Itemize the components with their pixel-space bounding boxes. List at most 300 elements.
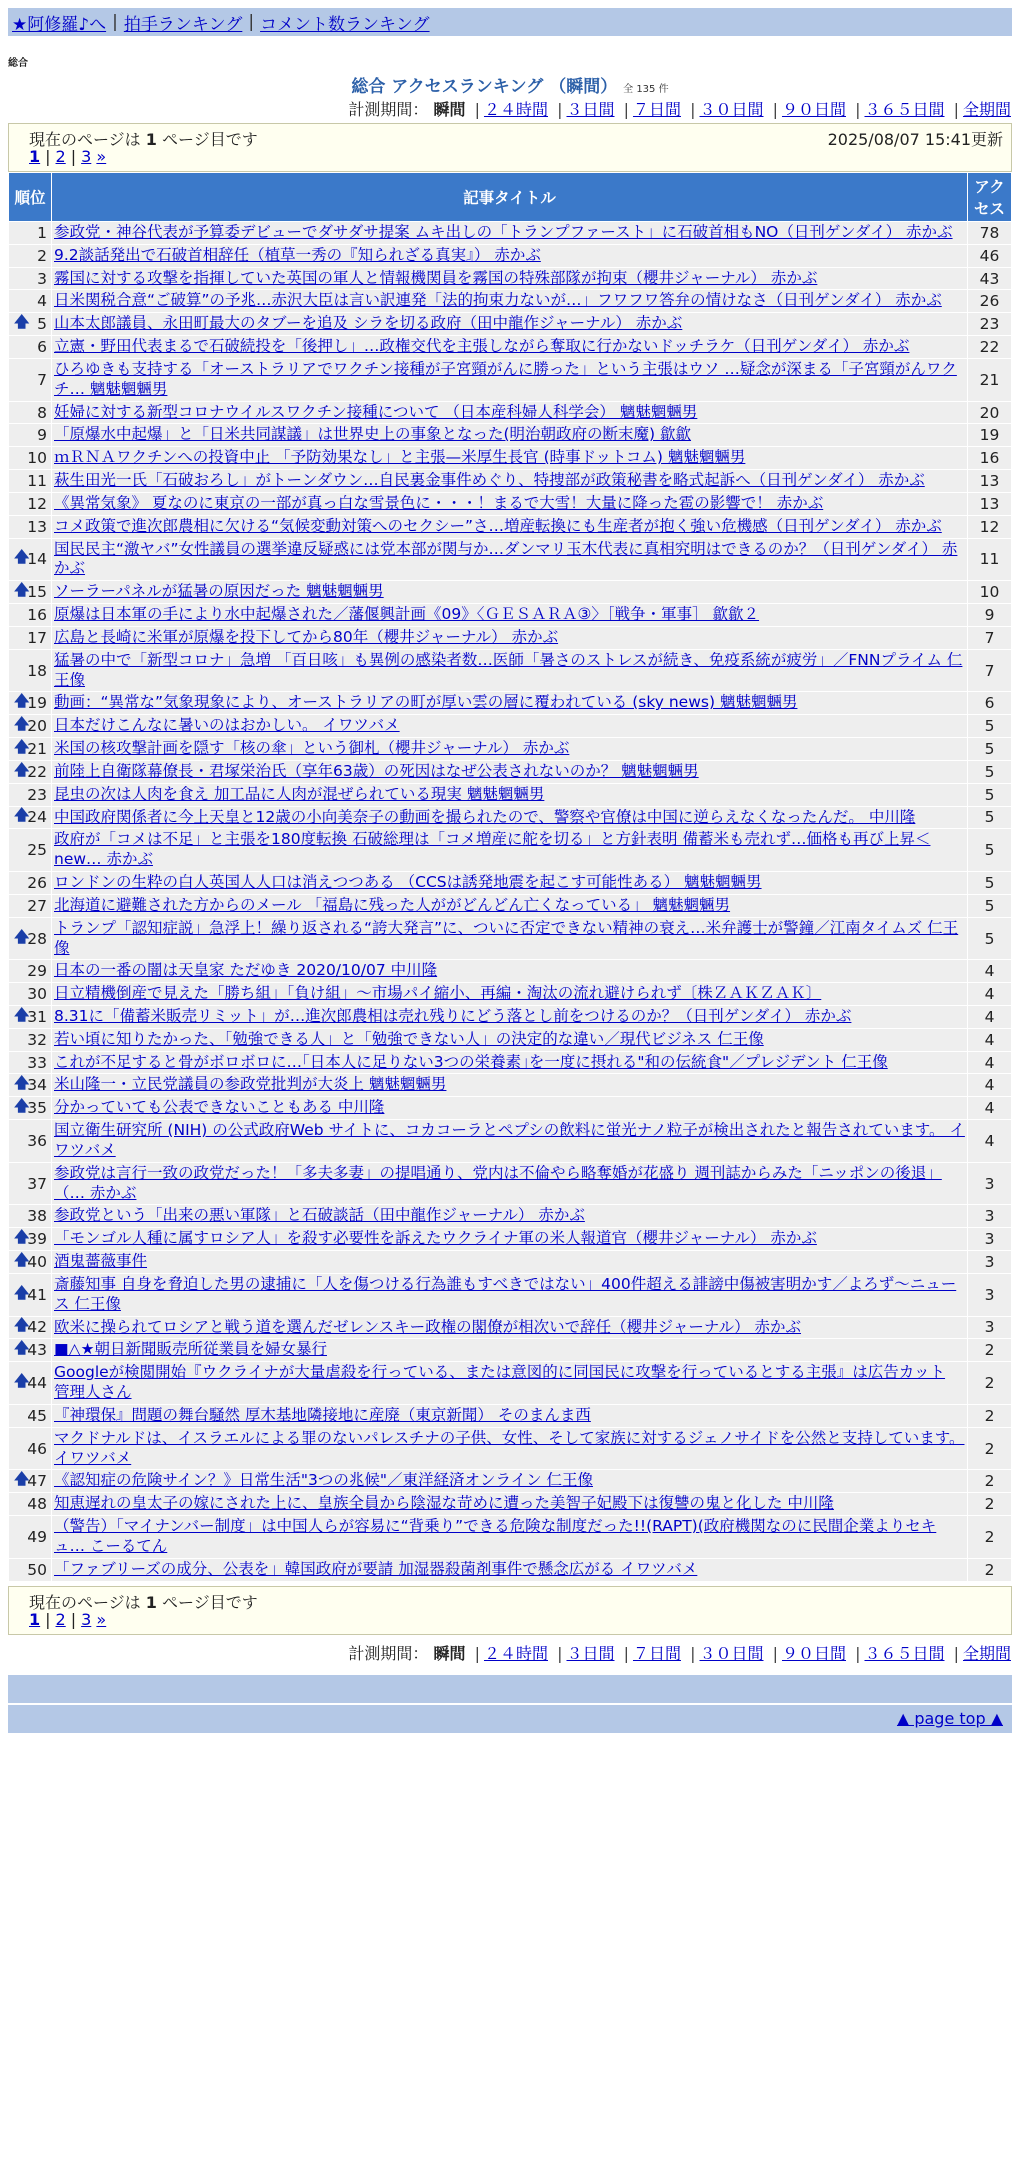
article-link[interactable]: Googleが検閲開始『ウクライナが大量虐殺を行っている、または意図的に同国民に攻撃を行っているとする主張』は広告カット 管理人さん — [54, 1363, 946, 1402]
nav-separator: | — [112, 12, 118, 32]
title-cell — [52, 1028, 968, 1051]
access-count: 2 — [968, 1404, 1012, 1427]
rank-up-arrow-icon: 🡅 — [14, 1073, 30, 1092]
access-count: 3 — [968, 1162, 1012, 1205]
rank-up-arrow-icon: 🡅 — [14, 927, 30, 945]
period-link-365d[interactable]: ３６５日間 — [864, 100, 945, 119]
table-row — [9, 783, 1012, 806]
article-link[interactable]: 昆虫の次は人肉を食え 加工品に人肉が混ぜられている現実 魑魅魍魎男 — [54, 784, 545, 803]
table-row — [9, 1028, 1012, 1051]
rank-number: 19 — [27, 694, 47, 713]
article-link[interactable]: 参政党は言行一致の政党だった！「多夫多妻」の提唱通り、党内は不倫やら略奪婚が花盛り 週刊誌からみた「ニッポンの後退」（… 赤かぶ — [54, 1163, 942, 1202]
rank-number: 35 — [27, 1099, 47, 1118]
title-cell — [52, 222, 968, 245]
title-cell — [52, 1427, 968, 1470]
page-title-text: 総合 アクセスランキング （瞬間） — [351, 77, 618, 97]
rank-cell — [9, 783, 52, 806]
rank-number: 17 — [27, 628, 47, 647]
access-count: 43 — [968, 267, 1012, 290]
title-cell — [52, 313, 968, 336]
clap-ranking-link[interactable]: 拍手ランキング — [123, 14, 243, 35]
title-cell — [52, 829, 968, 872]
period-link-all[interactable]: 全期間 — [962, 100, 1011, 119]
title-cell — [52, 1120, 968, 1163]
article-link[interactable]: 日米関税合意“ご破算”の予兆…赤沢大臣は言い訳連発「法的拘束力ないが…」フワフワ答弁の情けなさ（日刊ゲンダイ） 赤かぶ — [54, 291, 942, 310]
access-count: 22 — [968, 336, 1012, 359]
rank-up-arrow-icon: 🡅 — [14, 1227, 30, 1246]
title-cell — [52, 1470, 968, 1493]
article-link[interactable]: 米国の核攻撃計画を隠す「核の傘」という御札（櫻井ジャーナル） 赤かぶ — [54, 739, 570, 758]
rank-number: 50 — [27, 1560, 47, 1579]
rank-cell — [9, 336, 52, 359]
rank-number: 11 — [27, 472, 47, 491]
article-link[interactable]: 妊婦に対する新型コロナウイルスワクチン接種について （日本産科婦人科学会） 魑魅魍魎男 — [54, 402, 698, 421]
access-count: 2 — [968, 1427, 1012, 1470]
period-link-7d[interactable]: ７日間 — [632, 100, 681, 119]
period-link-24h[interactable]: ２４時間 — [483, 100, 548, 119]
rank-up-arrow-icon: 🡅 — [14, 737, 30, 756]
next-page-link[interactable]: » — [96, 147, 107, 166]
rank-number: 1 — [37, 223, 47, 242]
rank-number: 3 — [37, 269, 47, 288]
article-link[interactable]: 広島と長崎に米軍が原爆を投下してから80年（櫻井ジャーナル） 赤かぶ — [54, 627, 559, 646]
table-row — [9, 760, 1012, 783]
title-cell — [52, 244, 968, 267]
access-count: 2 — [968, 1470, 1012, 1493]
article-link[interactable]: 分かっていても公表できないこともある 中川隆 — [54, 1098, 385, 1117]
article-link[interactable]: 北海道に避難された方からのメール 「福島に残った人ががどんどん亡くなっている」 魑魅魍魎男 — [54, 895, 731, 914]
rank-number: 5 — [37, 315, 47, 334]
title-cell — [52, 604, 968, 627]
article-link[interactable]: 猛暑の中で「新型コロナ」急増 「百日咳」も異例の感染者数…医師「暑さのストレスが続き、免疫系統が疲労」／FNNプライム 仁王像 — [54, 650, 963, 689]
access-count: 2 — [968, 1558, 1012, 1581]
table-row — [9, 960, 1012, 983]
rank-cell — [9, 960, 52, 983]
period-link-90d[interactable]: ９０日間 — [781, 100, 846, 119]
rank-number: 24 — [27, 808, 47, 827]
category-label: 総合 — [8, 58, 28, 69]
access-count: 2 — [968, 1362, 1012, 1405]
rank-cell — [9, 1162, 52, 1205]
access-count: 9 — [968, 604, 1012, 627]
home-link[interactable]: ★阿修羅♪へ — [12, 14, 107, 35]
article-link[interactable]: 「モンゴル人種に属すロシア人」を殺す必要性を訴えたウクライナ軍の米人報道官（櫻井ジャーナル） 赤かぶ — [54, 1229, 817, 1248]
article-link[interactable]: 8.31に「備蓄米販売リミット」が…進次郎農相は売れ残りにどう落とし前をつけるのか？（日刊ゲンダイ） 赤かぶ — [54, 1006, 852, 1025]
title-cell — [52, 649, 968, 692]
rank-number: 39 — [27, 1230, 47, 1249]
article-link[interactable]: 米山隆一・立民党議員の参政党批判が大炎上 魑魅魍魎男 — [54, 1075, 447, 1094]
title-cell — [52, 1273, 968, 1316]
rank-cell — [9, 983, 52, 1006]
article-link[interactable]: ソーラーパネルが猛暑の原因だった 魑魅魍魎男 — [54, 582, 384, 601]
access-count: 5 — [968, 783, 1012, 806]
rank-cell — [9, 1404, 52, 1427]
article-link[interactable]: 参政党という「出来の悪い軍隊」と石破談話（田中龍作ジャーナル） 赤かぶ — [54, 1206, 585, 1225]
title-cell — [52, 1097, 968, 1120]
rank-number: 9 — [37, 426, 47, 445]
rank-cell — [9, 604, 52, 627]
article-link[interactable]: 萩生田光一氏「石破おろし」がトーンダウン…自民裏金事件めぐり、特捜部が政策秘書を略式起訴へ（日刊ゲンダイ） 赤かぶ — [54, 471, 925, 490]
rank-cell — [9, 829, 52, 872]
table-row — [9, 313, 1012, 336]
access-count: 20 — [968, 401, 1012, 424]
header-title: 記事タイトル — [52, 173, 968, 222]
pager-panel-top — [8, 123, 1012, 172]
rank-cell — [9, 1558, 52, 1581]
table-row — [9, 267, 1012, 290]
table-row — [9, 492, 1012, 515]
table-row — [9, 1362, 1012, 1405]
article-link[interactable]: コメ政策で進次郎農相に欠ける“気候変動対策へのセクシー”さ…増産転換にも生産者が抱く強い危機感（日刊ゲンダイ） 赤かぶ — [54, 516, 942, 535]
table-row — [9, 649, 1012, 692]
title-cell — [52, 783, 968, 806]
access-count: 4 — [968, 1005, 1012, 1028]
access-count: 19 — [968, 424, 1012, 447]
title-cell — [52, 1404, 968, 1427]
period-link-30d[interactable]: ３０日間 — [699, 100, 764, 119]
rank-cell — [9, 715, 52, 738]
rank-cell — [9, 267, 52, 290]
article-link[interactable]: 「ファブリーズの成分、公表を」韓国政府が要請 加湿器殺菌剤事件で懸念広がる イワツバメ — [54, 1559, 698, 1578]
access-count: 5 — [968, 829, 1012, 872]
title-cell — [52, 715, 968, 738]
access-count: 10 — [968, 581, 1012, 604]
table-row — [9, 1074, 1012, 1097]
rank-number: 4 — [37, 292, 47, 311]
access-count: 5 — [968, 760, 1012, 783]
rank-number: 2 — [37, 246, 47, 265]
table-row — [9, 424, 1012, 447]
access-count: 4 — [968, 960, 1012, 983]
rank-number: 36 — [27, 1131, 47, 1150]
bottom-bar — [8, 1675, 1012, 1703]
access-count: 5 — [968, 917, 1012, 960]
title-cell — [52, 424, 968, 447]
rank-cell — [9, 401, 52, 424]
title-cell — [52, 470, 968, 493]
table-row — [9, 1205, 1012, 1228]
rank-number: 27 — [27, 896, 47, 915]
rank-cell — [9, 1074, 52, 1097]
pager-panel-bottom — [8, 1586, 1012, 1635]
access-count: 3 — [968, 1228, 1012, 1251]
article-link[interactable]: 「原爆水中起爆」と「日米共同謀議」は世界史上の事象となった(明治朝政府の断末魔) 歙歙 — [54, 425, 692, 444]
access-count: 4 — [968, 1028, 1012, 1051]
article-link[interactable]: マクドナルドは、イスラエルによる罪のないパレスチナの子供、女性、そして家族に対するジェノサイドを公然と支持しています。 イワツバメ — [54, 1428, 965, 1467]
rank-up-arrow-icon: 🡅 — [14, 1469, 30, 1488]
article-link[interactable]: 中国政府関係者に今上天皇と12歳の小向美奈子の動画を撮られたので、警察や官僚は中国に逆らえなくなったんだ。 中川隆 — [54, 807, 916, 826]
period-link-30d[interactable]: ３０日間 — [699, 1643, 764, 1663]
rank-cell — [9, 738, 52, 761]
rank-number: 34 — [27, 1076, 47, 1095]
rank-up-arrow-icon: 🡅 — [14, 1283, 30, 1302]
rank-cell — [9, 1427, 52, 1470]
access-count: 4 — [968, 983, 1012, 1006]
table-row — [9, 1273, 1012, 1316]
top-nav-bar — [8, 8, 1012, 36]
title-cell — [52, 983, 968, 1006]
article-link[interactable]: 霧国に対する攻撃を指揮していた英国の軍人と情報機関員を霧国の特殊部隊が拘束（櫻井ジャーナル） 赤かぶ — [54, 268, 818, 287]
title-cell — [52, 1558, 968, 1581]
rank-up-arrow-icon: 🡅 — [14, 805, 30, 824]
table-row — [9, 470, 1012, 493]
table-row — [9, 336, 1012, 359]
total-count: 全 135 件 — [623, 84, 669, 95]
rank-number: 8 — [37, 403, 47, 422]
access-count: 5 — [968, 872, 1012, 895]
access-count: 4 — [968, 1120, 1012, 1163]
title-cell — [52, 692, 968, 715]
article-link[interactable]: 山本太郎議員、永田町最大のタブーを追及 シラを切る政府（田中龍作ジャーナル） 赤かぶ — [54, 314, 683, 333]
article-link[interactable]: 参政党・神谷代表が予算委デビューでダサダサ提案 ムキ出しの「トランプファースト」に石破首相もNO（日刊ゲンダイ） 赤かぶ — [54, 223, 953, 241]
table-row — [9, 829, 1012, 872]
page-title — [0, 72, 1020, 97]
article-link[interactable]: ロンドンの生粋の白人英国人人口は消えつつある （CCSは誘発地震を起こす可能性ある） 魑魅魍魎男 — [54, 873, 762, 892]
article-link[interactable]: 日本の一番の闇は天皇家 ただゆき 2020/10/07 中川隆 — [54, 961, 438, 980]
rank-cell — [9, 760, 52, 783]
table-row — [9, 1251, 1012, 1274]
access-count: 7 — [968, 626, 1012, 649]
rank-cell — [9, 515, 52, 538]
rank-number: 23 — [27, 785, 47, 804]
period-link-90d[interactable]: ９０日間 — [781, 1643, 846, 1663]
article-link[interactable]: ｍＲＮＡワクチンへの投資中止 「予防効果なし」と主張—米厚生長官 (時事ドットコム) 魑魅魍魎男 — [54, 448, 746, 467]
title-cell — [52, 1316, 968, 1339]
page-top-link[interactable]: ▲ page top ▲ — [896, 1708, 1003, 1728]
title-cell — [52, 1339, 968, 1362]
rank-number: 47 — [27, 1472, 47, 1491]
rank-number: 38 — [27, 1207, 47, 1226]
access-count: 5 — [968, 715, 1012, 738]
period-selector-top: 計測期間： 瞬間 | ２４時間 | ３日間 | ７日間 | ３０日間 | ９０日間 | ３６５日間 | 全期間 — [348, 100, 1011, 119]
article-link[interactable]: 《認知症の危険サイン？》日常生活"3つの兆候"／東洋経済オンライン 仁王像 — [54, 1471, 593, 1490]
rank-number: 37 — [27, 1174, 47, 1193]
article-link[interactable]: これが不足すると骨がボロボロに…｢日本人に足りない3つの栄養素｣を一度に摂れる"和の伝統食"／プレジデント 仁王像 — [54, 1052, 888, 1071]
article-link[interactable]: 《異常気象》 夏なのに東京の一部が真っ白な雪景色に・・・！まるで大雪！大量に降った雹の影響で！ 赤かぶ — [54, 493, 824, 512]
table-row — [9, 1097, 1012, 1120]
rank-number: 10 — [27, 449, 47, 468]
access-count: 2 — [968, 1339, 1012, 1362]
access-count: 2 — [968, 1516, 1012, 1559]
title-cell — [52, 1493, 968, 1516]
article-link[interactable]: 政府が「コメは不足」と主張を180度転換 石破総理は「コメ増産に舵を切る」と方針表明 備蓄米も売れず…価格も再び上昇＜new… 赤かぶ — [54, 830, 931, 869]
rank-cell — [9, 1251, 52, 1274]
rank-cell — [9, 470, 52, 493]
period-current: 瞬間 — [433, 1643, 466, 1663]
article-link[interactable]: 国立衛生研究所 (NIH) の公式政府Web サイトに、コカコーラとペプシの飲料に蛍光ナノ粒子が検出されたと報告されています。 イワツバメ — [54, 1121, 965, 1159]
article-link[interactable]: 立憲・野田代表まるで石破続投を「後押し」…政権交代を主張しながら奪取に行かないドッチラケ（日刊ゲンダイ） 赤かぶ — [54, 337, 910, 356]
rank-cell — [9, 222, 52, 245]
rank-cell — [9, 1493, 52, 1516]
period-link-7d[interactable]: ７日間 — [632, 1643, 681, 1663]
table-row — [9, 1493, 1012, 1516]
access-count: 3 — [968, 1316, 1012, 1339]
rank-cell — [9, 290, 52, 313]
article-link[interactable]: ■△★朝日新聞販売所従業員を婦女暴行 — [54, 1340, 327, 1359]
access-count: 6 — [968, 692, 1012, 715]
rank-cell — [9, 1051, 52, 1074]
rank-up-arrow-icon: 🡅 — [14, 1250, 30, 1269]
rank-up-arrow-icon: 🡅 — [14, 1005, 30, 1024]
rank-cell — [9, 1339, 52, 1362]
table-row — [9, 1427, 1012, 1470]
table-row — [9, 1516, 1012, 1559]
table-row — [9, 290, 1012, 313]
rank-up-arrow-icon: 🡅 — [14, 1096, 30, 1115]
article-link[interactable]: 原爆は日本軍の手により水中起爆された／藩偃興計画《09》〈ＧＥＳＡＲＡ③〉［戦争・軍事］ 歙歙２ — [54, 605, 760, 624]
article-link[interactable]: 欧米に操られてロシアと戦う道を選んだゼレンスキー政権の閣僚が相次いで辞任（櫻井ジャーナル） 赤かぶ — [54, 1317, 801, 1336]
title-cell — [52, 917, 968, 960]
title-cell — [52, 1051, 968, 1074]
table-row — [9, 581, 1012, 604]
period-link-3d[interactable]: ３日間 — [566, 100, 615, 119]
rank-number: 15 — [27, 583, 47, 602]
table-row — [9, 626, 1012, 649]
article-link[interactable]: 『神環保』問題の舞台騒然 厚木基地隣接地に産廃（東京新聞） そのまんま西 — [54, 1405, 591, 1424]
rank-number: 48 — [27, 1495, 47, 1514]
next-page-link[interactable]: » — [96, 1609, 107, 1629]
pagination: 1 | 2 | 3 » — [29, 1609, 107, 1629]
rank-number: 14 — [27, 550, 47, 569]
access-count: 5 — [968, 806, 1012, 829]
rank-number: 32 — [27, 1030, 47, 1049]
period-label: 計測期間： — [348, 1643, 429, 1663]
page-link-3[interactable]: 3 — [81, 147, 92, 166]
rank-up-arrow-icon: 🡅 — [14, 1315, 30, 1334]
rank-cell — [9, 581, 52, 604]
title-cell — [52, 1205, 968, 1228]
rank-number: 45 — [27, 1406, 47, 1425]
page-link-1[interactable]: 1 — [29, 1609, 41, 1629]
article-link[interactable]: 日本だけこんなに暑いのはおかしい。 イワツバメ — [54, 716, 400, 735]
access-count: 4 — [968, 1097, 1012, 1120]
access-count: 23 — [968, 313, 1012, 336]
table-row — [9, 538, 1012, 581]
table-row — [9, 692, 1012, 715]
page-link-3[interactable]: 3 — [81, 1609, 92, 1629]
article-link[interactable]: 前陸上自衛隊幕僚長・君塚栄治氏（享年63歳）の死因はなぜ公表されないのか？ 魑魅魍魎男 — [54, 761, 699, 780]
period-selector-bottom: 計測期間： 瞬間 | ２４時間 | ３日間 | ７日間 | ３０日間 | ９０日間 | ３６５日間 | 全期間 — [348, 1643, 1011, 1663]
article-link[interactable]: ひろゆきも支持する「オーストラリアでワクチン接種が子宮頸がんに勝った」という主張はウソ …疑念が深まる「子宮頸がんワクチ… 魑魅魍魎男 — [54, 359, 957, 398]
rank-cell — [9, 492, 52, 515]
table-row — [9, 806, 1012, 829]
rank-cell — [9, 1097, 52, 1120]
title-cell — [52, 806, 968, 829]
article-link[interactable]: （警告）「マイナンバー制度」は中国人らが容易に“背乗り”できる危険な制度だった!!(RAPT)(政府機関なのに民間企業よりセキュ… こーるてん — [54, 1517, 937, 1555]
page-link-2[interactable]: 2 — [55, 1609, 66, 1629]
title-cell — [52, 447, 968, 470]
title-cell — [52, 267, 968, 290]
period-link-365d[interactable]: ３６５日間 — [864, 1643, 945, 1663]
title-cell — [52, 290, 968, 313]
rank-number: 7 — [37, 370, 47, 389]
page-link-1[interactable]: 1 — [29, 147, 41, 166]
title-cell — [52, 581, 968, 604]
title-cell — [52, 1228, 968, 1251]
rank-cell — [9, 894, 52, 917]
title-cell — [52, 515, 968, 538]
title-cell — [52, 401, 968, 424]
ranking-table — [8, 172, 1012, 1582]
rank-cell — [9, 626, 52, 649]
rank-number: 42 — [27, 1318, 47, 1337]
rank-up-arrow-icon: 🡅 — [14, 1338, 30, 1357]
article-link[interactable]: 知恵遅れの皇太子の嫁にされた上に、皇族全員から陰湿な苛めに遭った美智子妃殿下は復讐の鬼と化した 中川隆 — [54, 1494, 834, 1513]
rank-number: 40 — [27, 1253, 47, 1271]
rank-cell — [9, 1362, 52, 1405]
rank-number: 49 — [27, 1527, 47, 1546]
access-count: 12 — [968, 515, 1012, 538]
access-count: 16 — [968, 447, 1012, 470]
rank-cell — [9, 1005, 52, 1028]
article-link[interactable]: 動画：“異常な”気象現象により、オーストラリアの町が厚い雲の層に覆われている (sky news) 魑魅魍魎男 — [54, 693, 798, 712]
title-cell — [52, 1362, 968, 1405]
rank-cell — [9, 806, 52, 829]
article-link[interactable]: 酒鬼薔薇事件 — [54, 1252, 148, 1271]
rank-cell — [9, 649, 52, 692]
article-link[interactable]: トランプ「認知症説」急浮上！繰り返される“誇大発言”に、ついに否定できない精神の衰え…米弁護士が警鐘／江南タイムズ 仁王像 — [54, 918, 959, 957]
rank-up-arrow-icon: 🡅 — [14, 547, 30, 566]
article-link[interactable]: 若い頃に知りたかった、「勉強できる人」と「勉強できない人」の決定的な違い／現代ビジネス 仁王像 — [54, 1029, 764, 1048]
table-row — [9, 1339, 1012, 1362]
rank-cell — [9, 244, 52, 267]
rank-cell — [9, 917, 52, 960]
access-count: 4 — [968, 1074, 1012, 1097]
period-link-3d[interactable]: ３日間 — [566, 1643, 615, 1663]
title-cell — [52, 1074, 968, 1097]
title-cell — [52, 1251, 968, 1274]
rank-number: 20 — [27, 717, 47, 736]
table-row — [9, 715, 1012, 738]
table-row — [9, 401, 1012, 424]
table-row — [9, 1162, 1012, 1205]
access-count: 21 — [968, 358, 1012, 401]
rank-cell — [9, 1273, 52, 1316]
rank-number: 12 — [27, 494, 47, 513]
comment-ranking-link[interactable]: コメント数ランキング — [260, 14, 430, 35]
access-count: 3 — [968, 1251, 1012, 1274]
period-link-24h[interactable]: ２４時間 — [483, 1643, 548, 1663]
rank-number: 44 — [27, 1374, 47, 1393]
header-rank: 順位 — [9, 173, 52, 222]
table-row — [9, 1120, 1012, 1163]
page-link-2[interactable]: 2 — [55, 147, 66, 166]
rank-number: 29 — [27, 962, 47, 981]
rank-cell — [9, 313, 52, 336]
access-count: 13 — [968, 492, 1012, 515]
rank-up-arrow-icon: 🡅 — [14, 1371, 30, 1390]
access-count: 11 — [968, 538, 1012, 581]
period-label: 計測期間： — [348, 100, 429, 119]
article-link[interactable]: 国民民主“激ヤバ”女性議員の選挙違反疑惑には党本部が関与か…ダンマリ玉木代表に真相究明はできるのか？（日刊ゲンダイ） 赤かぶ — [54, 539, 958, 578]
rank-number: 18 — [27, 661, 47, 680]
article-link[interactable]: 日立精機倒産で見えた「勝ち組」「負け組」～市場パイ縮小、再編・淘汰の流れ避けられず〔株ＺＡＫＺＡＫ〕 — [54, 984, 822, 1003]
rank-cell — [9, 1470, 52, 1493]
period-link-all[interactable]: 全期間 — [962, 1643, 1011, 1663]
article-link[interactable]: 斎藤知事 自身を脅迫した男の逮捕に「人を傷つける行為誰もすべきではない」400件超える誹謗中傷被害明かす／よろず～ニュース 仁王像 — [54, 1274, 957, 1313]
header-access: アクセス — [968, 173, 1012, 222]
article-link[interactable]: 9.2談話発出で石破首相辞任（植草一秀の『知られざる真実』） 赤かぶ — [54, 245, 541, 264]
table-row — [9, 983, 1012, 1006]
table-row — [9, 1558, 1012, 1581]
current-page-text: 現在のページは 1 ページ目です — [29, 1592, 258, 1612]
title-cell — [52, 760, 968, 783]
title-cell — [52, 626, 968, 649]
title-cell — [52, 538, 968, 581]
table-row — [9, 872, 1012, 895]
title-cell — [52, 960, 968, 983]
updated-time: 2025/08/07 15:41更新 — [827, 130, 1003, 149]
